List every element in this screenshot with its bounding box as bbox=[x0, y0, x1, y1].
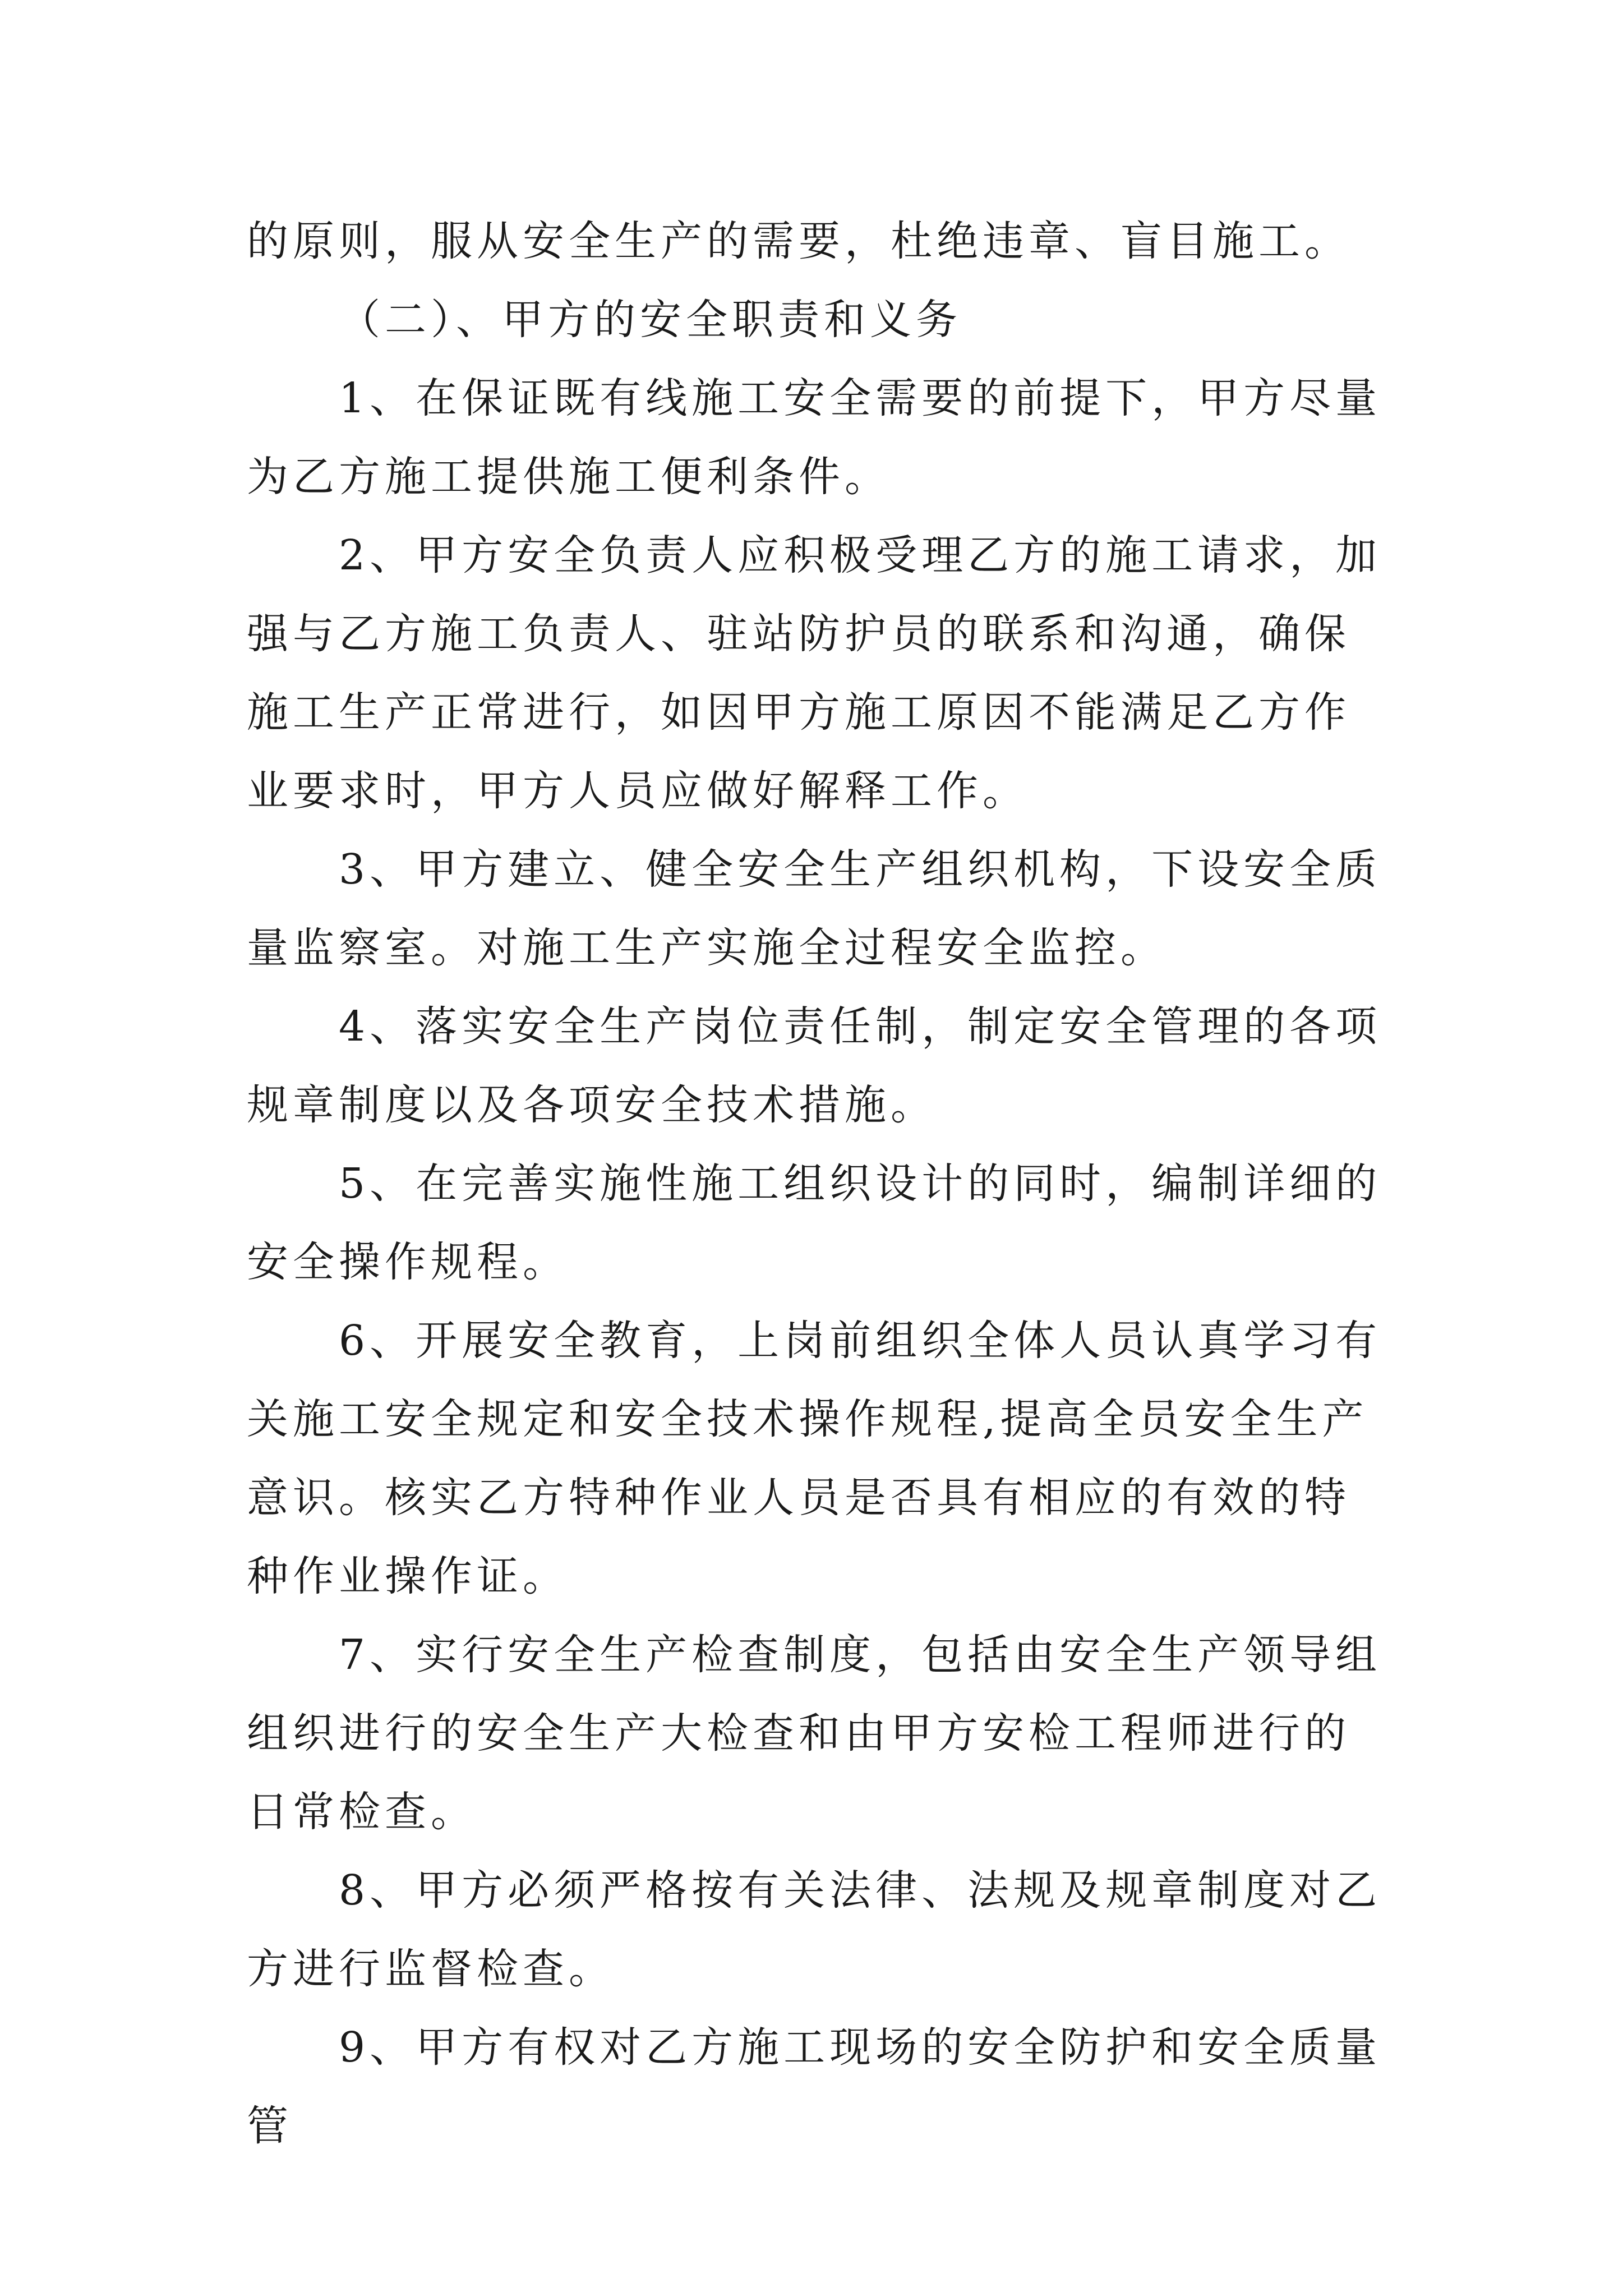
clause-6: 6、开展安全教育，上岗前组织全体人员认真学习有关施工安全规定和安全技术操作规程,提高全员安全生产意识。核实乙方特种作业人员是否具有相应的有效的特种作业操作证。 bbox=[247, 1317, 1382, 1600]
clause-4: 4、落实安全生产岗位责任制，制定安全管理的各项规章制度以及各项安全技术措施。 bbox=[247, 1002, 1382, 1129]
clause-8: 8、甲方必须严格按有关法律、法规及规章制度对乙方进行监督检查。 bbox=[247, 1866, 1382, 1993]
clause-9: 9、甲方有权对乙方施工现场的安全防护和安全质量管 bbox=[247, 2023, 1382, 2150]
clause-7: 7、实行安全生产检查制度，包括由安全生产领导组组织进行的安全生产大检查和由甲方安检工程师进行的日常检查。 bbox=[247, 1631, 1382, 1836]
clause-5: 5、在完善实施性施工组织设计的同时，编制详细的安全操作规程。 bbox=[247, 1159, 1382, 1286]
section-heading: （二）、甲方的安全职责和义务 bbox=[339, 296, 962, 344]
document-body bbox=[247, 202, 1385, 2165]
clause-1: 1、在保证既有线施工安全需要的前提下，甲方尽量为乙方施工提供施工便利条件。 bbox=[247, 374, 1382, 501]
paragraph-continuation: 的原则，服从安全生产的需要，杜绝违章、盲目施工。 bbox=[247, 217, 1350, 265]
clause-3: 3、甲方建立、健全安全生产组织机构，下设安全质量监察室。对施工生产实施全过程安全监控。 bbox=[247, 845, 1382, 972]
clause-2: 2、甲方安全负责人应积极受理乙方的施工请求，加强与乙方施工负责人、驻站防护员的联系和沟通，确保施工生产正常进行，如因甲方施工原因不能满足乙方作业要求时，甲方人员应做好解释工作。 bbox=[247, 531, 1382, 815]
